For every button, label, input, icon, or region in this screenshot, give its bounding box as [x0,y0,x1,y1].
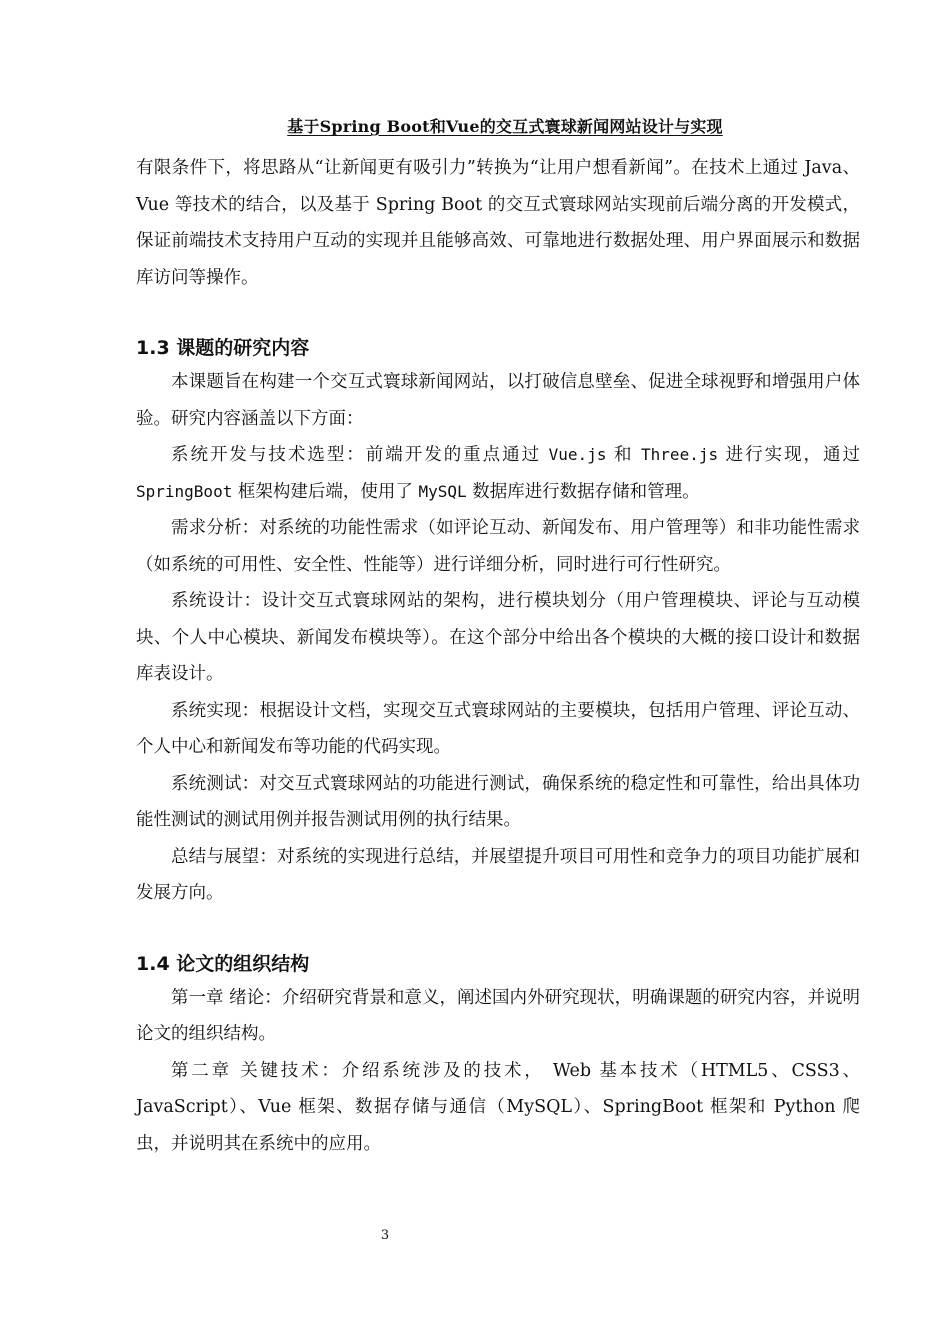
running-header [0,114,950,137]
term-three: Three.js [641,445,719,464]
section-1-3-paragraph-5: 系统实现：根据设计文档，实现交互式寰球网站的主要模块，包括用户管理、评论互动、个人中心和新闻发布等功能的代码实现。 [136,700,860,757]
section-1-4-heading: 1.4 论文的组织结构 [136,952,310,975]
section-1-3-paragraph-7: 总结与展望：对系统的实现进行总结，并展望提升项目可用性和竞争力的项目功能扩展和发展方向。 [136,846,860,903]
term-mysql: MySQL [418,481,467,501]
section-1-3-paragraph-4: 系统设计：设计交互式寰球网站的架构，进行模块划分（用户管理模块、评论与互动模块、个人中心模块、新闻发布模块等）。在这个部分中给出各个模块的大概的接口设计和数据库表设计。 [136,591,860,684]
section-1-4-paragraph-2: 第二章 关键技术：介绍系统涉及的技术， Web 基本技术（HTML5、CSS3、JavaScript）、Vue 框架、数据存储与通信（MySQL）、SpringBoot 框架和 Python 爬虫，并说明其在系统中的应用。 [136,1060,860,1154]
page-number: 3 [380,1228,390,1243]
text-run: 数据库进行数据存储和管理。 [466,481,700,502]
section-1-3-paragraph-1: 本课题旨在构建一个交互式寰球新闻网站，以打破信息壁垒、促进全球视野和增强用户体验。研究内容涵盖以下方面： [136,372,860,429]
text-run: 进行实现，通过 [718,445,861,465]
term-vue: Vue.js [548,445,607,464]
section-1-3-paragraph-2 [136,437,860,510]
term-springboot: SpringBoot [136,481,233,501]
section-1-3-paragraph-6: 系统测试：对交互式寰球网站的功能进行测试，确保系统的稳定性和可靠性，给出具体功能性测试的测试用例并报告测试用例的执行结果。 [136,773,860,830]
header-title: 基于Spring Boot和Vue的交互式寰球新闻网站设计与实现 [287,117,723,136]
intro-paragraph: 有限条件下，将思路从“让新闻更有吸引力”转换为“让用户想看新闻”。在技术上通过 Java、Vue 等技术的结合，以及基于 Spring Boot 的交互式寰球网站实现前后端分离的开发模式，保证前端技术支持用户互动的实现并且能够高效、可靠地进行数据处理、用户界面展示和数据库访问等操作。 [136,158,860,288]
text-run: 框架构建后端，使用了 [232,481,419,502]
section-1-3-paragraph-3: 需求分析：对系统的功能性需求（如评论互动、新闻发布、用户管理等）和非功能性需求（如系统的可用性、安全性、性能等）进行详细分析，同时进行可行性研究。 [136,518,860,575]
text-run: 和 [606,445,642,465]
text-run: 系统开发与技术选型：前端开发的重点通过 [171,445,549,465]
page-body [136,150,860,1162]
section-1-3-heading: 1.3 课题的研究内容 [136,337,310,359]
section-1-4-paragraph-1: 第一章 绪论：介绍研究背景和意义，阐述国内外研究现状，明确课题的研究内容，并说明论文的组织结构。 [136,987,860,1044]
